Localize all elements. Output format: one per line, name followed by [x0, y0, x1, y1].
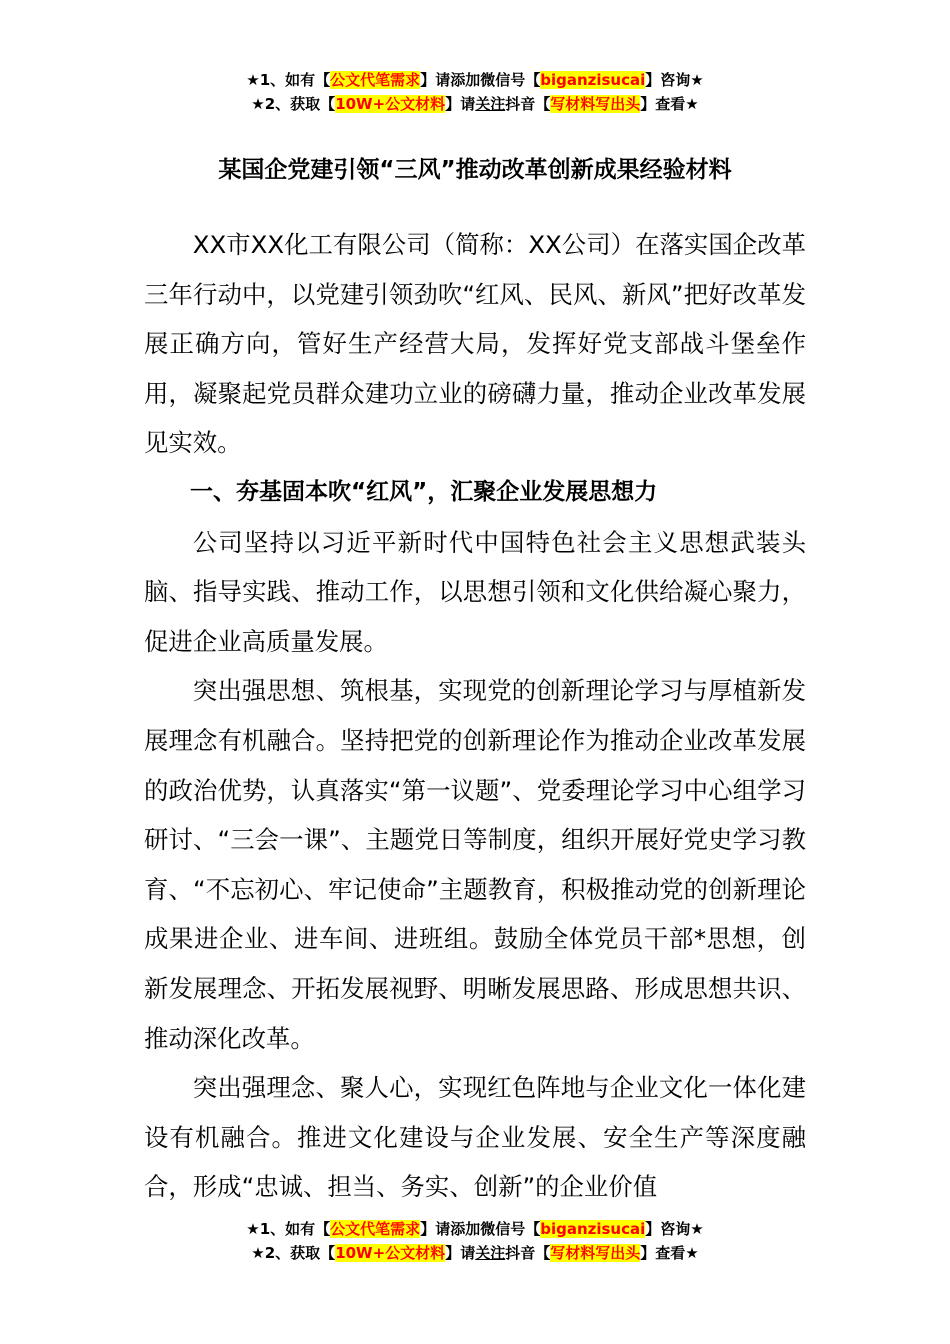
- banner-text: 】请: [445, 1244, 476, 1262]
- document-body: [144, 220, 806, 1212]
- banner-text: ★1、如有【: [246, 71, 331, 89]
- banner-highlight: biganzisucai: [540, 71, 646, 89]
- banner-text: 抖音【: [505, 95, 551, 113]
- header-banner: [0, 68, 950, 116]
- paragraph: 突出强思想、筑根基，实现党的创新理论学习与厚植新发展理念有机融合。坚持把党的创新理论作为推动企业改革发展的政治优势，认真落实“第一议题”、党委理论学习中心组学习研讨、“三会一课”、主题党日等制度，组织开展好党史学习教育、“不忘初心、牢记使命”主题教育，积极推动党的创新理论成果进企业、进车间、进班组。鼓励全体党员干部*思想，创新发展理念、开拓发展视野、明晰发展思路、形成思想共识、推动深化改革。: [144, 676, 806, 1053]
- banner-text: 抖音【: [505, 1244, 551, 1262]
- banner-text: ★2、获取【: [251, 95, 336, 113]
- banner-line-1: [0, 68, 950, 92]
- banner-line-2: [0, 92, 950, 116]
- banner-highlight: 公文代笔需求: [330, 71, 421, 89]
- banner-text: 】请添加微信号【: [420, 71, 541, 89]
- banner-line-2: [0, 1241, 950, 1265]
- banner-highlight: biganzisucai: [540, 1220, 646, 1238]
- section-heading: 一、夯基固本吹“红风”，汇聚企业发展思想力: [190, 478, 658, 505]
- banner-text: 】请添加微信号【: [420, 1220, 541, 1238]
- paragraph: 突出强理念、聚人心，实现红色阵地与企业文化一体化建设有机融合。推进文化建设与企业发展、安全生产等深度融合，形成“忠诚、担当、务实、创新”的企业价值: [144, 1073, 806, 1202]
- banner-text: 】查看★: [640, 95, 699, 113]
- banner-highlight: 写材料写出头: [550, 95, 641, 113]
- banner-underlined: 关注: [475, 1244, 506, 1262]
- banner-text: ★1、如有【: [246, 1220, 331, 1238]
- banner-text: ★2、获取【: [251, 1244, 336, 1262]
- document-title: 某国企党建引领“三风”推动改革创新成果经验材料: [218, 157, 732, 183]
- banner-text: 】查看★: [640, 1244, 699, 1262]
- banner-highlight: 10W+公文材料: [335, 1244, 446, 1262]
- banner-text: 】请: [445, 95, 476, 113]
- banner-text: 】咨询★: [645, 71, 704, 89]
- banner-line-1: [0, 1217, 950, 1241]
- banner-underlined: 关注: [475, 95, 506, 113]
- paragraph: 公司坚持以习近平新时代中国特色社会主义思想武装头脑、指导实践、推动工作，以思想引领和文化供给凝心聚力，促进企业高质量发展。: [144, 527, 806, 656]
- banner-highlight: 10W+公文材料: [335, 95, 446, 113]
- banner-highlight: 公文代笔需求: [330, 1220, 421, 1238]
- footer-banner: [0, 1217, 950, 1265]
- banner-text: 】咨询★: [645, 1220, 704, 1238]
- paragraph: XX市XX化工有限公司（简称：XX公司）在落实国企改革三年行动中，以党建引领劲吹“红风、民风、新风”把好改革发展正确方向，管好生产经营大局，发挥好党支部战斗堡垒作用，凝聚起党员群众建功立业的磅礴力量，推动企业改革发展见实效。: [144, 230, 806, 458]
- banner-highlight: 写材料写出头: [550, 1244, 641, 1262]
